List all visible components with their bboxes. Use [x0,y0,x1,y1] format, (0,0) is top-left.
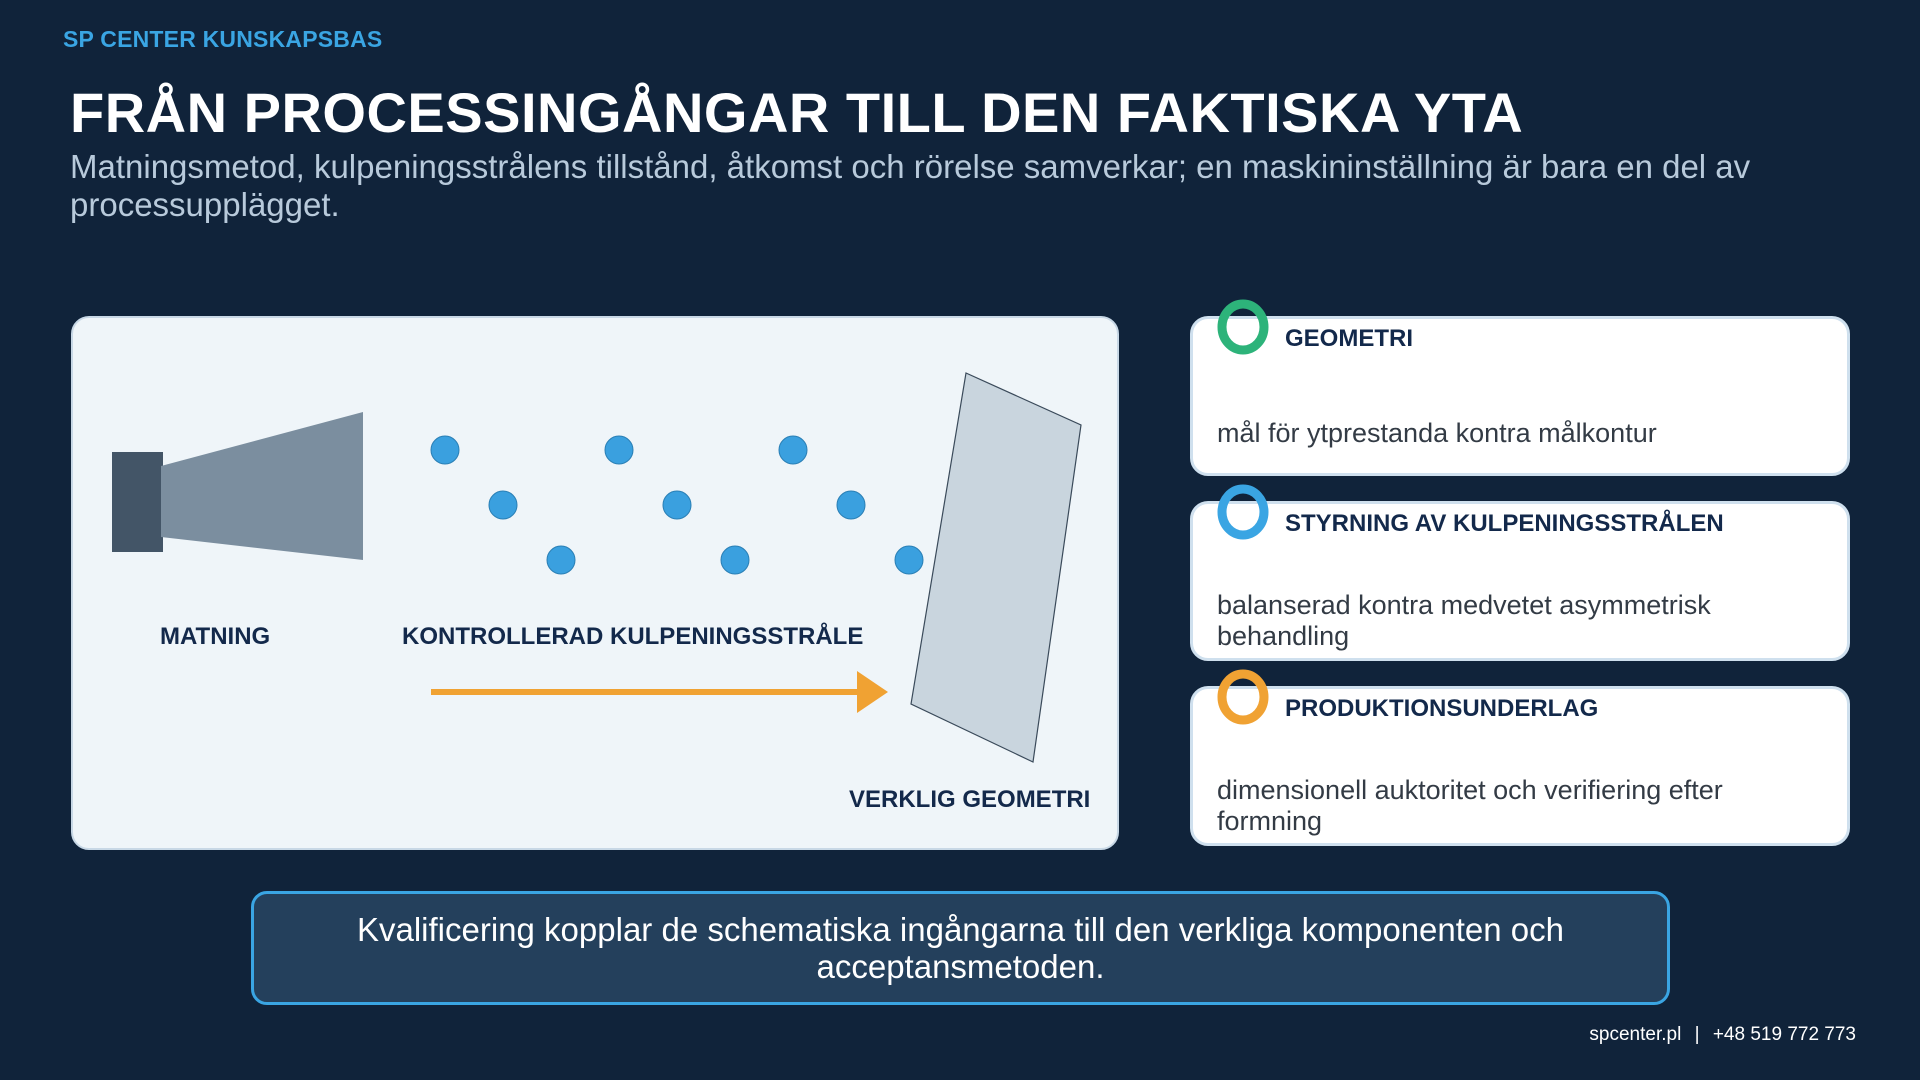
shot-particle [547,546,575,574]
footer-phone[interactable]: +48 519 772 773 [1712,1024,1856,1045]
green-circle-icon [1216,297,1270,357]
card-description: balanserad kontra medvetet asymmetrisk behandling [1217,590,1711,651]
info-card-production-basis [1190,686,1850,846]
callout-text: Kvalificering kopplar de schematiska ingångarna till den verkliga komponenten och acceptansmetoden. [356,911,1565,985]
info-card-stream-control [1190,501,1850,661]
footer-contact [1589,1024,1856,1046]
target-label: VERKLIG GEOMETRI [849,786,1091,813]
card-description: mål för ytprestanda kontra målkontur [1217,418,1657,448]
info-card-geometry [1190,316,1850,476]
process-diagram-panel [71,316,1119,850]
shot-particle [489,491,517,519]
page-subtitle: Matningsmetod, kulpeningsstrålens tillstånd, åtkomst och rörelse samverkar; en maskininställning är bara en del av processupplägget. [70,148,1751,223]
orange-circle-icon [1216,667,1270,727]
shot-particle [895,546,923,574]
shot-particle [721,546,749,574]
card-title: GEOMETRI [1285,325,1414,352]
card-description: dimensionell auktoritet och verifiering efter formning [1217,775,1723,836]
feeder-nozzle-shape [161,412,363,560]
feeder-body-shape [112,452,163,552]
footer-website[interactable]: spcenter.pl [1589,1024,1682,1045]
shot-particle [779,436,807,464]
process-diagram [73,318,1121,852]
shot-particle [605,436,633,464]
qualification-callout [251,891,1670,1005]
target-geometry-shape [911,373,1081,762]
brand-label: SP CENTER KUNSKAPSBAS [63,26,383,52]
stream-label: KONTROLLERAD KULPENINGSSTRÅLE [402,623,864,650]
shot-particle [837,491,865,519]
shot-stream [431,436,923,574]
page-title: FRÅN PROCESSINGÅNGAR TILL DEN FAKTISKA YTA [70,81,1524,144]
card-title: PRODUKTIONSUNDERLAG [1285,695,1599,722]
card-title: STYRNING AV KULPENINGSSTRÅLEN [1285,510,1724,537]
shot-particle [431,436,459,464]
feed-label: MATNING [160,623,271,650]
shot-particle [663,491,691,519]
footer-separator: | [1694,1024,1700,1045]
blue-circle-icon [1216,482,1270,542]
flow-arrow-head [857,671,888,713]
